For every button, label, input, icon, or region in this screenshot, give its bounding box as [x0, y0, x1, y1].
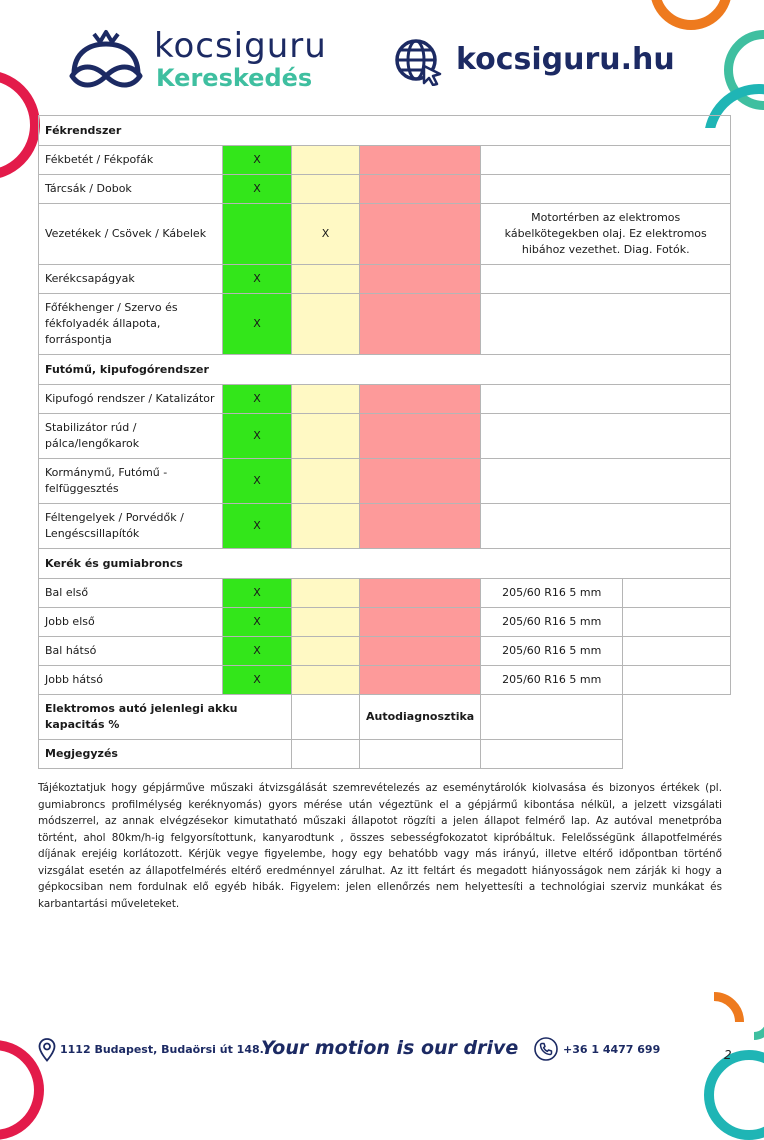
row-label: Jobb hátsó [39, 666, 223, 695]
status-ok-cell: X [223, 414, 292, 459]
site-name: kocsiguru.hu [456, 42, 675, 77]
tire-size-cell: 205/60 R16 5 mm [481, 637, 623, 666]
location-pin-icon [38, 1038, 56, 1062]
row-label: Kipufogó rendszer / Katalizátor [39, 385, 223, 414]
footer-phone: +36 1 4477 699 [563, 1043, 661, 1056]
status-fail-cell [360, 666, 481, 695]
section-row [39, 549, 731, 579]
notes-cell [360, 740, 481, 769]
status-ok-cell: X [223, 146, 292, 175]
table-row [39, 414, 731, 459]
section-title-chassis: Futómű, kipufogórendszer [39, 355, 731, 385]
site-logo [394, 36, 684, 88]
status-ok-cell: X [223, 385, 292, 414]
status-warning-cell: X [292, 204, 360, 265]
status-ok-cell: X [223, 608, 292, 637]
row-label: Stabilizátor rúd / pálca/lengőkarok [39, 414, 223, 459]
status-warning-cell [292, 459, 360, 504]
table-row [39, 637, 731, 666]
status-fail-cell [360, 265, 481, 294]
empty-cell [623, 666, 731, 695]
status-ok-cell: X [223, 504, 292, 549]
status-fail-cell [360, 579, 481, 608]
footer-address: 1112 Budapest, Budaörsi út 148. [60, 1043, 264, 1056]
empty-cell [623, 637, 731, 666]
table-row [39, 265, 731, 294]
status-ok-cell: X [223, 579, 292, 608]
phone-icon [534, 1037, 558, 1061]
status-warning-cell [292, 666, 360, 695]
status-ok-cell: X [223, 294, 292, 355]
notes-cell [292, 740, 360, 769]
status-fail-cell [360, 146, 481, 175]
status-fail-cell [360, 608, 481, 637]
row-label: Bal első [39, 579, 223, 608]
table-row [39, 740, 731, 769]
status-warning-cell [292, 504, 360, 549]
empty-cell [623, 740, 731, 769]
table-row [39, 146, 731, 175]
note-cell [481, 294, 731, 355]
table-row [39, 504, 731, 549]
row-label: Féltengelyek / Porvédők / Lengéscsillapítók [39, 504, 223, 549]
note-cell: Motortérben az elektromos kábelkötegekben olaj. Ez elektromos hibához vezethet. Diag. Fotók. [481, 204, 731, 265]
status-warning-cell [292, 414, 360, 459]
table-row [39, 294, 731, 355]
brand-subtitle: Kereskedés [156, 64, 313, 92]
table-row [39, 385, 731, 414]
battery-capacity-value [292, 695, 360, 740]
row-label: Vezetékek / Csövek / Kábelek [39, 204, 223, 265]
helmet-crown-logo-icon [66, 28, 146, 92]
status-fail-cell [360, 385, 481, 414]
globe-cursor-icon [394, 38, 442, 86]
disclaimer-text: Tájékoztatjuk hogy gépjárműve műszaki átvizsgálását szemrevételezés az eseménytárolók kiolvasása és bizonyos értékek (pl. gumiabroncs profilmélység keréknyomás) gyors mérése után végeztünk el a gépjármű kibontása nélkül, a jelzett vizsgálati módszerrel, az annak elvégzésekor kimutatható műszaki állapotot rögzíti a jelen állapot felmérő lap. Az autóval menetpróba történt, ahol 80km/h-ig felgyorsítottunk, kanyarodtunk , összes sebességfokozatot kipróbáltuk. Felelősségünk állapotfelmérés díjának erejéig korlátozott. Kérjük vegye figyelembe, hogy egy behatóbb vagy más irányú, illetve eltérő időpontban történő vizsgálat esetén az állapotfelmérés eltérő eredménnyel zárulhat. Az itt feltárt és megadott hiányosságok nem zárják ki hogy a gépkocsiban nem fordulnak elő egyéb hibák. Figyelem: jelen ellenőrzés nem helyettesíti a technológiai szerviz munkákat és karbantartási műveleteket. [38, 782, 722, 910]
status-warning-cell [292, 637, 360, 666]
table-row [39, 459, 731, 504]
status-fail-cell [360, 504, 481, 549]
status-warning-cell [292, 579, 360, 608]
status-warning-cell [292, 294, 360, 355]
row-label: Bal hátsó [39, 637, 223, 666]
battery-capacity-label: Elektromos autó jelenlegi akku kapacitás % [39, 695, 292, 740]
status-ok-cell: X [223, 175, 292, 204]
tire-size-cell: 205/60 R16 5 mm [481, 608, 623, 637]
status-fail-cell [360, 459, 481, 504]
inspection-table [38, 115, 731, 769]
section-title-brakes: Fékrendszer [39, 116, 731, 146]
row-label: Fékbetét / Fékpofák [39, 146, 223, 175]
status-warning-cell [292, 608, 360, 637]
empty-cell [623, 579, 731, 608]
section-row [39, 116, 731, 146]
notes-label: Megjegyzés [39, 740, 292, 769]
table-row [39, 666, 731, 695]
table-row [39, 175, 731, 204]
empty-cell [623, 695, 731, 740]
status-ok-cell: X [223, 637, 292, 666]
tire-size-cell: 205/60 R16 5 mm [481, 579, 623, 608]
row-label: Főfékhenger / Szervo és fékfolyadék állapota, forráspontja [39, 294, 223, 355]
status-warning-cell [292, 265, 360, 294]
footer-slogan: Your motion is our drive [261, 1037, 519, 1059]
table-row [39, 695, 731, 740]
note-cell [481, 146, 731, 175]
table-row [39, 608, 731, 637]
status-ok-cell: X [223, 666, 292, 695]
status-fail-cell [360, 204, 481, 265]
note-cell [481, 385, 731, 414]
table-row [39, 579, 731, 608]
status-ok-cell: X [223, 459, 292, 504]
note-cell [481, 504, 731, 549]
note-cell [481, 459, 731, 504]
page-number: 2 [724, 1048, 732, 1062]
empty-cell [623, 608, 731, 637]
status-fail-cell [360, 294, 481, 355]
status-ok-cell: X [223, 265, 292, 294]
page-header [0, 0, 764, 112]
tire-size-cell: 205/60 R16 5 mm [481, 666, 623, 695]
brand-name: kocsiguru [154, 26, 327, 66]
page-footer [0, 1030, 764, 1070]
status-warning-cell [292, 175, 360, 204]
status-fail-cell [360, 175, 481, 204]
notes-cell [481, 740, 623, 769]
status-warning-cell [292, 385, 360, 414]
status-warning-cell [292, 146, 360, 175]
note-cell [481, 175, 731, 204]
row-label: Kormánymű, Futómű - felfüggesztés [39, 459, 223, 504]
section-title-wheels: Kerék és gumiabroncs [39, 549, 731, 579]
brand-logo [66, 26, 336, 96]
autodiag-label: Autodiagnosztika [360, 695, 481, 740]
note-cell [481, 414, 731, 459]
status-ok-cell [223, 204, 292, 265]
autodiag-value [481, 695, 623, 740]
note-cell [481, 265, 731, 294]
status-fail-cell [360, 637, 481, 666]
row-label: Jobb első [39, 608, 223, 637]
section-row [39, 355, 731, 385]
status-fail-cell [360, 414, 481, 459]
table-row [39, 204, 731, 265]
row-label: Tárcsák / Dobok [39, 175, 223, 204]
row-label: Kerékcsapágyak [39, 265, 223, 294]
